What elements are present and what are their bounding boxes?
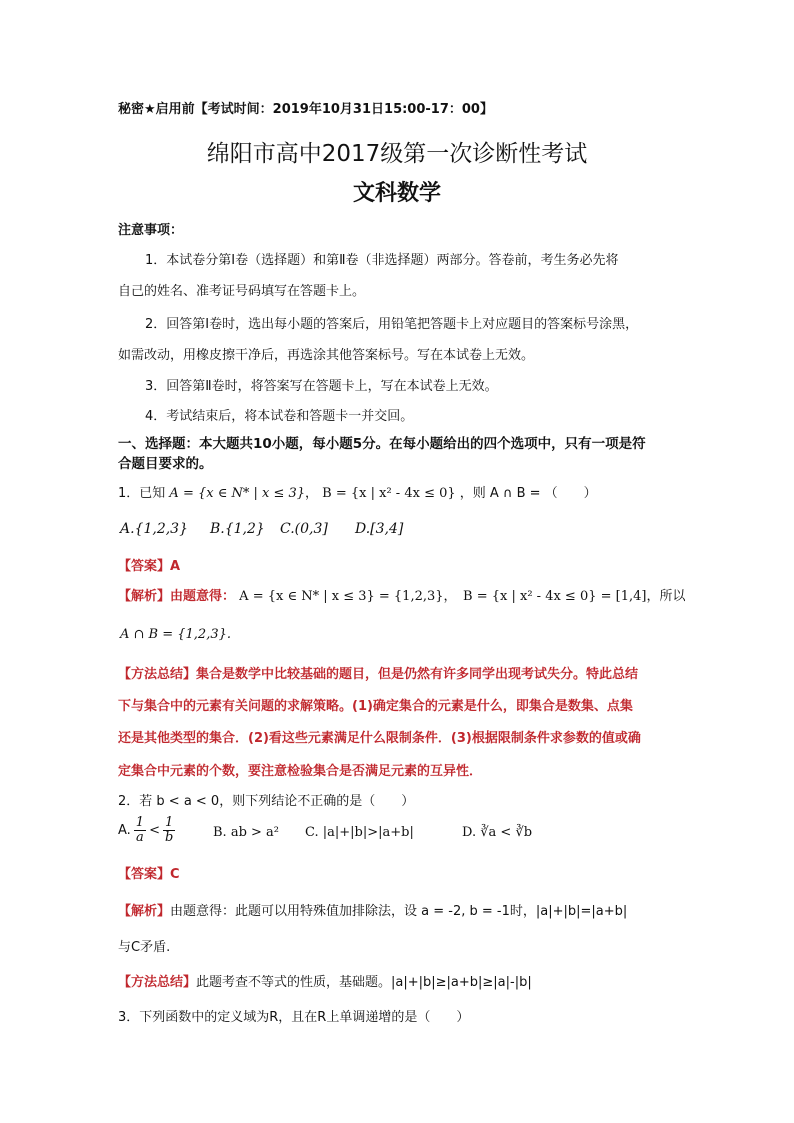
q2-analysis-text: 由题意得：此题可以用特殊值加排除法，设 a = -2, b = -1时，|a|+|b|=|a+b| (170, 904, 628, 919)
q2-option-a (118, 816, 175, 844)
q1-analysis (118, 585, 685, 604)
q1-summary-line-4: 定集合中元素的个数，要注意检验集合是否满足元素的互异性． (118, 764, 483, 779)
q2-less-than: < (149, 822, 160, 838)
q2-summary (118, 971, 532, 990)
notice-item-2-line-2: 如需改动，用橡皮擦干净后，再选涂其他答案标号。写在本试卷上无效。 (118, 348, 535, 363)
q1-summary-line-2: 下与集合中的元素有关问题的求解策略。(1)确定集合的元素是什么，即集合是数集、点集 (118, 699, 633, 714)
q2-fraction-1-over-a (134, 816, 146, 844)
exam-title: 绵阳市高中2017级第一次诊断性考试 (206, 141, 588, 167)
question-3-stem: 3．下列函数中的定义域为R，且在R上单调递增的是（ ） (118, 1010, 470, 1025)
q2-option-c: C. |a|+|b|>|a+b| (305, 825, 414, 840)
q1-option-d: D.[3,4] (355, 521, 404, 537)
q1-summary-line-3: 还是其他类型的集合．(2)看这些元素满足什么限制条件．(3)根据限制条件求参数的值或确 (118, 731, 641, 746)
q2-fraction-1-over-b (163, 816, 175, 844)
q2-option-d: D. ∛a < ∛b (462, 825, 533, 840)
exam-subtitle: 文科数学 (352, 181, 441, 206)
q1-option-c: C.(0,3] (280, 521, 328, 537)
notice-heading: 注意事项： (118, 223, 184, 238)
question-1-stem (118, 482, 597, 501)
q1-analysis-formula: A = {x ∈ N* | x ≤ 3} = {1,2,3}， B = {x | x² - 4x ≤ 0} = [1,4]，所以 (239, 589, 686, 604)
q2-frac2-numerator: 1 (165, 815, 174, 830)
q1-set-b: B = {x | x² - 4x ≤ 0} (322, 486, 456, 501)
q1-summary-line-1: 【方法总结】集合是数学中比较基础的题目，但是仍然有许多同学出现考试失分。特此总结 (118, 667, 639, 682)
q2-option-b: B. ab > a² (213, 825, 280, 840)
q2-analysis (118, 900, 627, 919)
question-2-stem: 2．若 b < a < 0，则下列结论不正确的是（ ） (118, 794, 415, 809)
notice-item-1-line-2: 自己的姓名、准考证号码填写在答题卡上。 (118, 284, 366, 299)
q1-set-a: A = {x ∈ N* | x ≤ 3} (169, 486, 306, 501)
q1-option-a: A.{1,2,3} (120, 521, 188, 537)
q2-frac2-denominator: b (164, 829, 174, 845)
q2-answer: 【答案】C (118, 867, 180, 882)
q1-stem-prefix: 1．已知 (118, 486, 166, 501)
q2-frac1-numerator: 1 (135, 815, 145, 830)
section-1-heading-line-2: 合题目要求的。 (118, 456, 213, 472)
q1-separator: ， (305, 486, 319, 501)
notice-item-2-line-1: 2．回答第Ⅰ卷时，选出每小题的答案后，用铅笔把答题卡上对应题目的答案标号涂黑， (145, 317, 639, 332)
q1-analysis-line-2: A ∩ B = {1,2,3}. (120, 627, 232, 642)
q2-analysis-label: 【解析】 (118, 904, 171, 919)
section-1-heading-line-1: 一、选择题：本大题共10小题，每小题5分。在每小题给出的四个选项中，只有一项是符 (118, 436, 646, 452)
confidential-note: 秘密★启用前【考试时间：2019年10月31日15:00-17：00】 (118, 102, 493, 117)
notice-item-4: 4．考试结束后，将本试卷和答题卡一并交回。 (145, 409, 414, 424)
q1-analysis-text: 由题意得： (170, 589, 236, 604)
q2-summary-label: 【方法总结】 (118, 975, 197, 990)
q1-analysis-label: 【解析】 (118, 589, 171, 604)
notice-item-1-line-1: 1．本试卷分第Ⅰ卷（选择题）和第Ⅱ卷（非选择题）两部分。答卷前，考生务必先将 (145, 253, 619, 268)
q2-frac1-denominator: a (136, 829, 144, 845)
notice-item-3: 3．回答第Ⅱ卷时，将答案写在答题卡上，写在本试卷上无效。 (145, 379, 498, 394)
q2-option-a-label: A. (118, 822, 131, 838)
q2-analysis-line-2: 与C矛盾. (118, 940, 171, 955)
q1-answer: 【答案】A (118, 559, 181, 574)
q2-summary-text: 此题考查不等式的性质，基础题。|a|+|b|≥|a+b|≥|a|-|b| (196, 975, 532, 990)
q1-stem-suffix: ，则 A ∩ B = （ ） (459, 486, 597, 501)
q1-option-b: B.{1,2} (210, 521, 265, 537)
